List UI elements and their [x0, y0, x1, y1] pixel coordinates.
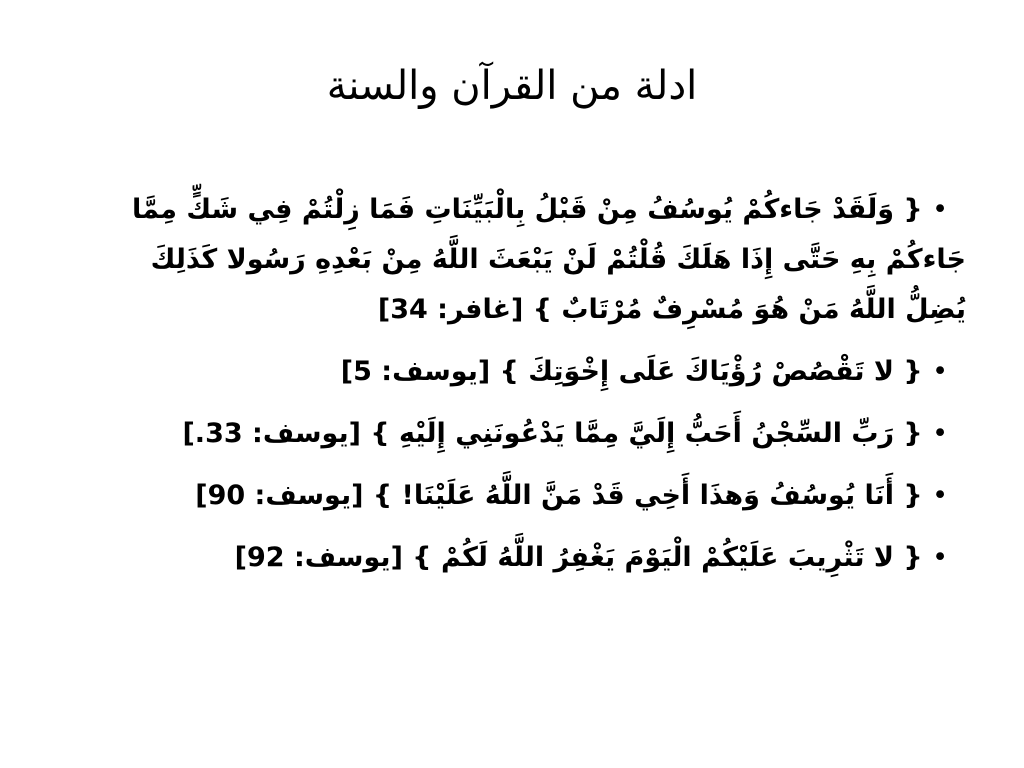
bullet-dot-icon: •: [932, 356, 948, 387]
bullet-dot-icon: •: [932, 418, 948, 449]
bullet-dot-icon: •: [932, 194, 948, 225]
bullet-item-yusuf-5: • { لا تَقْصُصْ رُؤْيَاكَ عَلَى إِخْوَتِكَ } [يوسف: 5]: [100, 347, 966, 397]
verse-text: أَنَا يُوسُفُ وَهذَا أَخِي قَدْ مَنَّ اللَّهُ عَلَيْنَا!: [401, 480, 895, 511]
verse-citation: يوسف: 92: [247, 542, 391, 573]
slide-title: ادلة من القرآن والسنة: [326, 63, 698, 109]
verse-text: رَبِّ السِّجْنُ أَحَبُّ إِلَيَّ مِمَّا يَدْعُونَنِي إِلَيْهِ: [399, 418, 895, 449]
bullet-item-yusuf-33: • { رَبِّ السِّجْنُ أَحَبُّ إِلَيَّ مِمَّا يَدْعُونَنِي إِلَيْهِ } [يوسف: 33.]: [100, 409, 966, 459]
bullet-item-yusuf-92: • { لا تَثْرِيبَ عَلَيْكُمْ الْيَوْمَ يَغْفِرُ اللَّهُ لَكُمْ } [يوسف: 92]: [100, 533, 966, 583]
bullet-list: [100, 185, 966, 595]
bullet-item-yusuf-90: • { أَنَا يُوسُفُ وَهذَا أَخِي قَدْ مَنَّ اللَّهُ عَلَيْنَا! } [يوسف: 90]: [100, 471, 966, 521]
verse-text: وَلَقَدْ جَاءكُمْ يُوسُفُ مِنْ قَبْلُ بِالْبَيِّنَاتِ فَمَا زِلْتُمْ فِي شَكٍّ مِمَّا جَاءكُمْ بِهِ حَتَّى إِذَا هَلَكَ قُلْتُمْ لَنْ يَبْعَثَ اللَّهُ مِنْ بَعْدِهِ رَسُولا كَذَلِكَ يُضِلُّ اللَّهُ مَنْ هُوَ مُسْرِفٌ مُرْتَابٌ: [132, 194, 966, 325]
verse-citation: يوسف: 5: [353, 356, 478, 387]
verse-text: لا تَثْرِيبَ عَلَيْكُمْ الْيَوْمَ يَغْفِرُ اللَّهُ لَكُمْ: [440, 542, 895, 573]
verse-citation: يوسف: 90: [207, 480, 352, 511]
verse-citation: يوسف: 33.: [194, 418, 349, 449]
bullet-item-ghafir-34: • { وَلَقَدْ جَاءكُمْ يُوسُفُ مِنْ قَبْلُ بِالْبَيِّنَاتِ فَمَا زِلْتُمْ فِي شَكٍّ مِمَّا جَاءكُمْ بِهِ حَتَّى إِذَا هَلَكَ قُلْتُمْ لَنْ يَبْعَثَ اللَّهُ مِنْ بَعْدِهِ رَسُولا كَذَلِكَ يُضِلُّ اللَّهُ مَنْ هُوَ مُسْرِفٌ مُرْتَابٌ } [غافر: 34]: [100, 185, 966, 335]
bullet-dot-icon: •: [932, 480, 948, 511]
verse-text: لا تَقْصُصْ رُؤْيَاكَ عَلَى إِخْوَتِكَ: [528, 356, 895, 387]
bullet-dot-icon: •: [932, 542, 948, 573]
verse-citation: غافر: 34: [390, 294, 512, 325]
